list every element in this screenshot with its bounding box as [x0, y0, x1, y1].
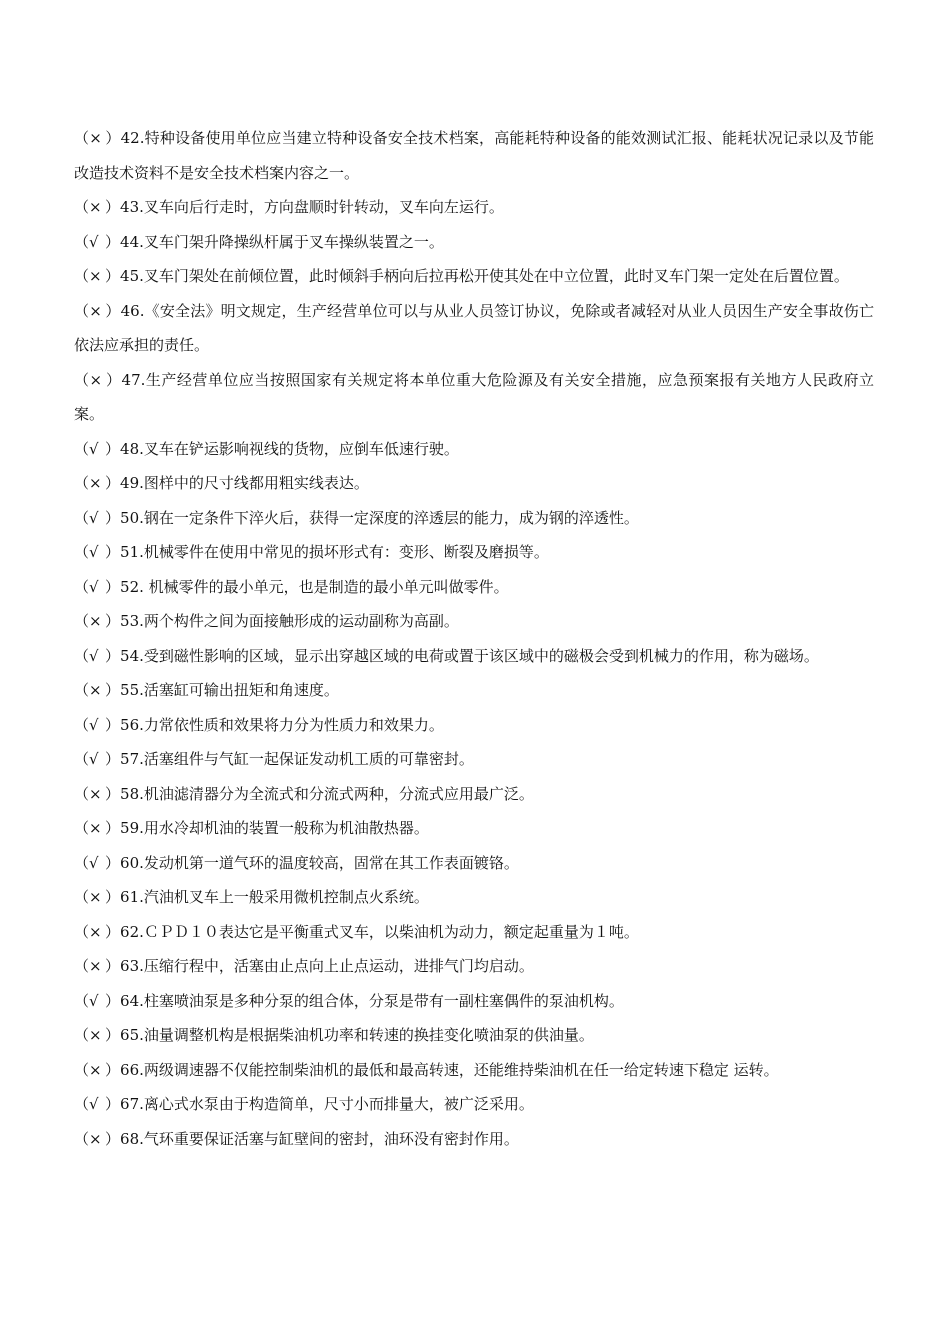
answer-mark: √ — [89, 991, 99, 1010]
answer-mark: × — [89, 198, 102, 216]
question-text: 52. 机械零件的最小单元，也是制造的最小单元叫做零件。 — [120, 577, 509, 596]
answer-mark: × — [89, 301, 102, 320]
question-text: 49.图样中的尺寸线都用粗实线表达。 — [120, 474, 369, 492]
question-item: （√ ）57.活塞组件与气缸一起保证发动机工质的可靠密封。 — [74, 742, 874, 777]
question-text: 60.发动机第一道气环的温度较高，固常在其工作表面镀铬。 — [120, 853, 519, 872]
answer-mark: √ — [89, 646, 99, 665]
question-item: （× ）68.气环重要保证活塞与缸壁间的密封，油环没有密封作用。 — [74, 1122, 874, 1157]
question-item: （× ）47.生产经营单位应当按照国家有关规定将本单位重大危险源及有关安全措施，应急预案报有关地方人民政府立案。 — [74, 363, 874, 432]
question-item: （× ）65.油量调整机构是根据柴油机功率和转速的换挂变化喷油泵的供油量。 — [74, 1018, 874, 1053]
question-text: 61.汽油机叉车上一般采用微机控制点火系统。 — [120, 888, 429, 906]
question-item: （× ）53.两个构件之间为面接触形成的运动副称为高副。 — [74, 604, 874, 639]
question-item: （× ）55.活塞缸可输出扭矩和角速度。 — [74, 673, 874, 708]
answer-mark: √ — [89, 715, 99, 734]
answer-mark: × — [89, 922, 102, 941]
question-text: 46.《安全法》明文规定，生产经营单位可以与从业人员签订协议，免除或者减轻对从业人员因生产安全事故伤亡依法应承担的责任。 — [74, 301, 874, 354]
question-text: 58.机油滤清器分为全流式和分流式两种，分流式应用最广泛。 — [120, 784, 534, 803]
question-item: （√ ）50.钢在一定条件下淬火后，获得一定深度的淬透层的能力，成为钢的淬透性。 — [74, 501, 874, 536]
question-item: （√ ）64.柱塞喷油泵是多种分泵的组合体，分泵是带有一副柱塞偶件的泵油机构。 — [74, 984, 874, 1019]
question-text: 53.两个构件之间为面接触形成的运动副称为高副。 — [120, 612, 459, 630]
question-text: 68.气环重要保证活塞与缸壁间的密封，油环没有密封作用。 — [120, 1129, 519, 1148]
question-item: （× ）66.两级调速器不仅能控制柴油机的最低和最高转速，还能维持柴油机在任一给定转速下稳定 运转。 — [74, 1053, 874, 1088]
answer-mark: √ — [89, 577, 99, 596]
answer-mark: × — [89, 1129, 102, 1148]
question-item: （× ）59.用水冷却机油的装置一般称为机油散热器。 — [74, 811, 874, 846]
question-text: 62.ＣＰＤ１０表达它是平衡重式叉车，以柴油机为动力，额定起重量为１吨。 — [120, 922, 639, 941]
answer-mark: √ — [89, 750, 99, 768]
answer-mark: × — [89, 888, 102, 906]
question-text: 63.压缩行程中，活塞由止点向上止点运动，进排气门均启动。 — [120, 957, 534, 975]
question-item: （× ）42.特种设备使用单位应当建立特种设备安全技术档案，高能耗特种设备的能效测试汇报、能耗状况记录以及节能改造技术资料不是安全技术档案内容之一。 — [74, 121, 874, 190]
answer-mark: × — [89, 612, 102, 630]
question-item: （× ）49.图样中的尺寸线都用粗实线表达。 — [74, 466, 874, 501]
question-text: 67.离心式水泵由于构造简单，尺寸小而排量大，被广泛采用。 — [120, 1095, 534, 1113]
question-text: 43.叉车向后行走时，方向盘顺时针转动，叉车向左运行。 — [120, 198, 504, 216]
answer-mark: × — [89, 129, 102, 147]
question-text: 47.生产经营单位应当按照国家有关规定将本单位重大危险源及有关安全措施，应急预案报有关地方人民政府立案。 — [74, 370, 874, 423]
question-text: 44.叉车门架升降操纵杆属于叉车操纵装置之一。 — [120, 232, 444, 251]
question-item: （√ ）51.机械零件在使用中常见的损坏形式有：变形、断裂及磨损等。 — [74, 535, 874, 570]
answer-mark: × — [89, 681, 102, 699]
question-item: （√ ）54.受到磁性影响的区域，显示出穿越区域的电荷或置于该区域中的磁极会受到机械力的作用，称为磁场。 — [74, 639, 874, 674]
question-text: 66.两级调速器不仅能控制柴油机的最低和最高转速，还能维持柴油机在任一给定转速下稳定 运转。 — [120, 1060, 779, 1079]
answer-mark: × — [89, 1060, 102, 1079]
answer-mark: × — [89, 957, 102, 975]
question-text: 54.受到磁性影响的区域，显示出穿越区域的电荷或置于该区域中的磁极会受到机械力的作用，称为磁场。 — [120, 646, 819, 665]
answer-mark: × — [89, 819, 102, 837]
question-text: 65.油量调整机构是根据柴油机功率和转速的换挂变化喷油泵的供油量。 — [120, 1026, 594, 1044]
question-text: 51.机械零件在使用中常见的损坏形式有：变形、断裂及磨损等。 — [120, 543, 549, 561]
question-item: （× ）61.汽油机叉车上一般采用微机控制点火系统。 — [74, 880, 874, 915]
question-text: 45.叉车门架处在前倾位置，此时倾斜手柄向后拉再松开使其处在中立位置，此时叉车门架一定处在后置位置。 — [120, 267, 849, 285]
question-text: 56.力常依性质和效果将力分为性质力和效果力。 — [120, 715, 444, 734]
answer-mark: √ — [89, 853, 99, 872]
question-item: （√ ）52. 机械零件的最小单元，也是制造的最小单元叫做零件。 — [74, 570, 874, 605]
question-item: （× ）45.叉车门架处在前倾位置，此时倾斜手柄向后拉再松开使其处在中立位置，此时叉车门架一定处在后置位置。 — [74, 259, 874, 294]
question-item: （× ）62.ＣＰＤ１０表达它是平衡重式叉车，以柴油机为动力，额定起重量为１吨。 — [74, 915, 874, 950]
question-item: （√ ）48.叉车在铲运影响视线的货物，应倒车低速行驶。 — [74, 432, 874, 467]
answer-mark: × — [89, 784, 102, 803]
question-text: 64.柱塞喷油泵是多种分泵的组合体，分泵是带有一副柱塞偶件的泵油机构。 — [120, 991, 624, 1010]
answer-mark: √ — [89, 543, 99, 561]
question-text: 59.用水冷却机油的装置一般称为机油散热器。 — [120, 819, 429, 837]
question-text: 55.活塞缸可输出扭矩和角速度。 — [120, 681, 339, 699]
question-item: （√ ）44.叉车门架升降操纵杆属于叉车操纵装置之一。 — [74, 225, 874, 260]
answer-mark: × — [89, 267, 102, 285]
question-item: （√ ）56.力常依性质和效果将力分为性质力和效果力。 — [74, 708, 874, 743]
answer-mark: √ — [89, 439, 99, 458]
question-item: （× ）43.叉车向后行走时，方向盘顺时针转动，叉车向左运行。 — [74, 190, 874, 225]
question-text: 57.活塞组件与气缸一起保证发动机工质的可靠密封。 — [120, 750, 474, 768]
answer-mark: × — [89, 370, 103, 389]
answer-mark: √ — [89, 508, 99, 527]
answer-mark: × — [89, 1026, 102, 1044]
question-text: 42.特种设备使用单位应当建立特种设备安全技术档案，高能耗特种设备的能效测试汇报、能耗状况记录以及节能改造技术资料不是安全技术档案内容之一。 — [74, 129, 874, 182]
answer-mark: × — [89, 474, 102, 492]
question-text: 48.叉车在铲运影响视线的货物，应倒车低速行驶。 — [120, 439, 459, 458]
question-item: （× ）58.机油滤清器分为全流式和分流式两种，分流式应用最广泛。 — [74, 777, 874, 812]
question-item: （√ ）67.离心式水泵由于构造简单，尺寸小而排量大，被广泛采用。 — [74, 1087, 874, 1122]
question-list — [74, 121, 874, 1156]
question-text: 50.钢在一定条件下淬火后，获得一定深度的淬透层的能力，成为钢的淬透性。 — [120, 508, 639, 527]
question-item: （√ ）60.发动机第一道气环的温度较高，固常在其工作表面镀铬。 — [74, 846, 874, 881]
answer-mark: √ — [89, 232, 99, 251]
answer-mark: √ — [89, 1095, 99, 1113]
question-item: （× ）63.压缩行程中，活塞由止点向上止点运动，进排气门均启动。 — [74, 949, 874, 984]
question-item: （× ）46.《安全法》明文规定，生产经营单位可以与从业人员签订协议，免除或者减轻对从业人员因生产安全事故伤亡依法应承担的责任。 — [74, 294, 874, 363]
